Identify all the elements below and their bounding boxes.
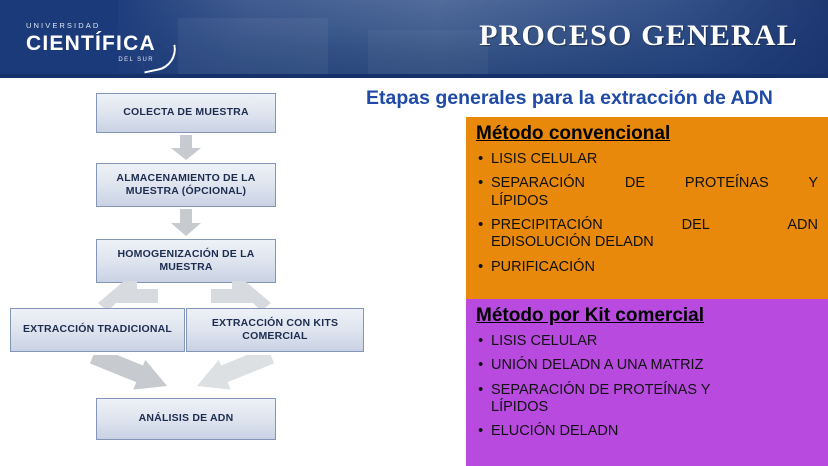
list-item xyxy=(476,423,818,440)
panel-metodo-convencional xyxy=(466,117,828,299)
list-item xyxy=(476,259,818,276)
list-item-line: UNIÓN DELADN A UNA MATRIZ xyxy=(491,357,704,374)
logo-sub-text: DEL SUR xyxy=(118,56,154,63)
list-item xyxy=(476,382,818,417)
flow-arrow-tradicional-to-analisis xyxy=(88,355,172,397)
list-item-line: PURIFICACIÓN xyxy=(491,258,595,275)
flow-node-almacenamiento: ALMACENAMIENTO DE LA MUESTRA (ÓPCIONAL) xyxy=(96,163,276,207)
flow-arrow-almacen-to-homogen xyxy=(170,209,202,237)
flow-node-extraccion-tradicional: EXTRACCIÓN TRADICIONAL xyxy=(10,308,185,352)
logo-top-text: UNIVERSIDAD xyxy=(26,21,101,30)
panel-metodo-kit-comercial xyxy=(466,299,828,466)
list-item xyxy=(476,151,818,168)
section-title: Etapas generales para la extracción de ADN xyxy=(366,87,773,109)
logo-main-text: CIENTÍFICA xyxy=(26,31,156,55)
flow-node-colecta: COLECTA DE MUESTRA xyxy=(96,93,276,133)
page-title: PROCESO GENERAL xyxy=(479,19,798,52)
flow-arrow-homogen-to-kits xyxy=(205,281,271,311)
list-item-line: LISIS CELULAR xyxy=(491,150,598,167)
list-item-line: • SEPARACIÓN DE PROTEÍNAS Y xyxy=(491,175,818,192)
flow-node-analisis-adn: ANÁLISIS DE ADN xyxy=(96,398,276,440)
list-item xyxy=(476,175,818,210)
list-item-line: LÍPIDOS xyxy=(491,399,549,416)
flow-node-extraccion-kits: EXTRACCIÓN CON KITS COMERCIAL xyxy=(186,308,364,352)
list-item-line: • PRECIPITACIÓN DEL ADN xyxy=(491,217,818,234)
university-logo xyxy=(26,22,176,63)
list-metodo-convencional xyxy=(476,151,818,276)
process-flowchart xyxy=(0,78,370,466)
list-item-line: SEPARACIÓN DE PROTEÍNAS Y xyxy=(491,381,711,398)
slide-header xyxy=(0,0,828,78)
list-item xyxy=(476,217,818,252)
panel-heading-convencional: Método convencional xyxy=(476,123,671,144)
list-metodo-kit-comercial xyxy=(476,333,818,441)
list-item xyxy=(476,333,818,350)
list-item-line: LÍPIDOS xyxy=(491,192,549,209)
flow-arrow-colecta-to-almacen xyxy=(170,135,202,161)
list-item xyxy=(476,357,818,374)
list-item-line: EDISOLUCIÓN DELADN xyxy=(491,234,654,251)
panel-heading-kit-comercial: Método por Kit comercial xyxy=(476,305,705,326)
flow-arrow-homogen-to-tradicional xyxy=(98,281,164,311)
flow-node-homogenizacion: HOMOGENIZACIÓN DE LA MUESTRA xyxy=(96,239,276,283)
list-item-line: ELUCIÓN DELADN xyxy=(491,423,619,440)
list-item-line: LISIS CELULAR xyxy=(491,332,598,349)
flow-arrow-kits-to-analisis xyxy=(192,355,276,397)
